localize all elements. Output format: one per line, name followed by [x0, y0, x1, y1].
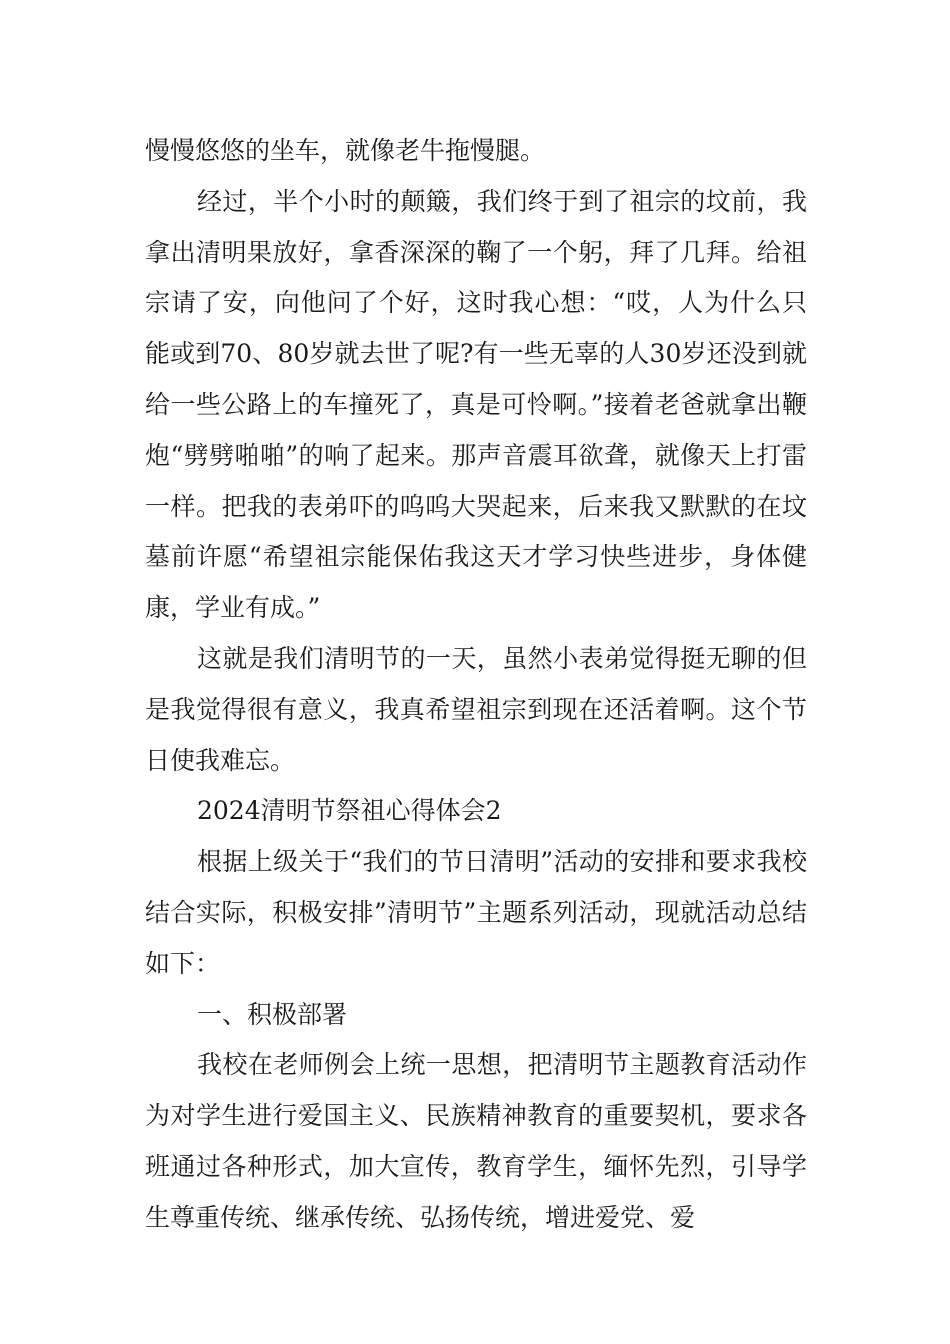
subsection-heading: 一、积极部署 — [197, 999, 348, 1029]
section-title: 2024清明节祭祖心得体会2 — [197, 796, 502, 826]
paragraph-deployment: 我校在老师例会上统一思想，把清明节主题教育活动作为对学生进行爱国主义、民族精神教育的重要契机，要求各班通过各种形式，加大宣传，教育学生，缅怀先烈，引导学生尊重传统、继承传统、弘扬传统，增进爱党、爱 — [145, 1050, 807, 1232]
paragraph-memorable-day: 这就是我们清明节的一天，虽然小表弟觉得挺无聊的但是我觉得很有意义，我真希望祖宗到现在还活着啊。这个节日使我难忘。 — [145, 643, 807, 775]
paragraph-continuation: 慢慢悠悠的坐车，就像老牛拖慢腿。 — [145, 136, 546, 165]
document-body — [145, 126, 807, 1244]
paragraph-activity-intro: 根据上级关于“我们的节日清明”活动的安排和要求我校结合实际，积极安排”清明节”主题系列活动，现就活动总结如下： — [145, 847, 807, 978]
paragraph-visit-grave: 经过，半个小时的颠簸，我们终于到了祖宗的坟前，我拿出清明果放好，拿香深深的鞠了一个躬，拜了几拜。给祖宗请了安，向他问了个好，这时我心想：“哎，人为什么只能或到70、80岁就去世了呢?有一些无辜的人30岁还没到就给一些公路上的车撞死了，真是可怜啊。”接着老爸就拿出鞭炮“劈劈啪啪”的响了起来。那声音震耳欲聋，就像天上打雷一样。把我的表弟吓的呜呜大哭起来，后来我又默默的在坟墓前许愿“希望祖宗能保佑我这天才学习快些进步，身体健康，学业有成。” — [145, 186, 807, 623]
